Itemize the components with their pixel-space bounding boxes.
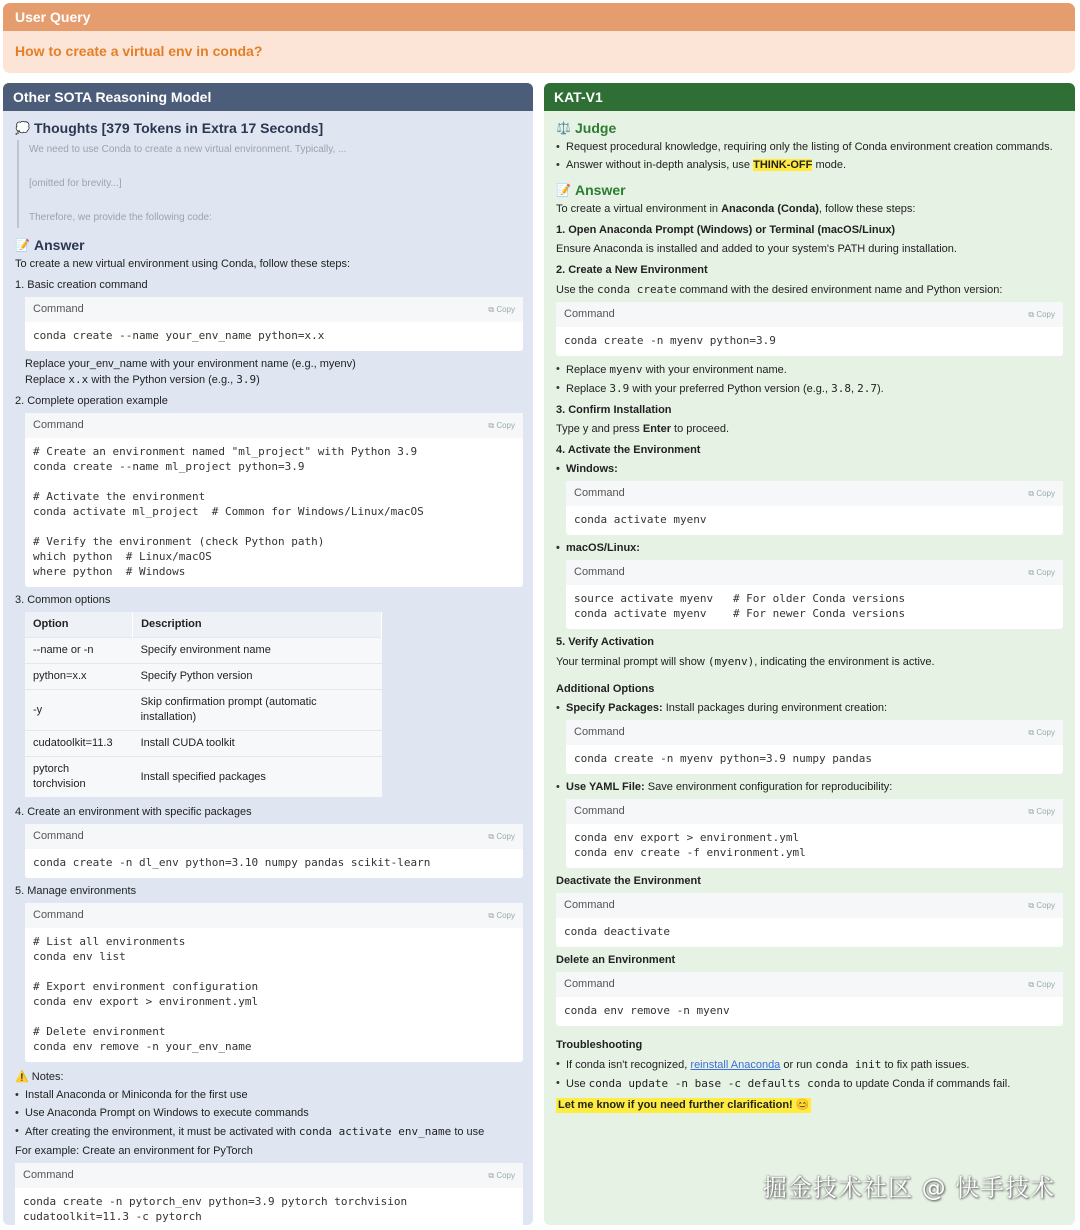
code-block xyxy=(566,720,1063,774)
code-block xyxy=(25,903,523,1062)
code-content: conda create -n dl_env python=3.10 numpy pandas scikit-learn xyxy=(33,856,431,869)
code-label: Command xyxy=(33,909,84,921)
step-heading: 4. Create an environment with specific packages xyxy=(15,806,252,818)
think-off-badge: THINK-OFF xyxy=(753,159,813,171)
judge-list xyxy=(556,140,1063,173)
replace-list xyxy=(556,362,1063,397)
answer-title: 📝 Answer xyxy=(15,237,85,253)
step-heading: 2. Create a New Environment xyxy=(556,264,708,276)
thought-line: We need to use Conda to create a new virtual environment. Typically, ... xyxy=(29,144,347,155)
kat-v1-panel xyxy=(544,83,1075,1225)
section-heading: Troubleshooting xyxy=(556,1039,643,1051)
list-item: • After creating the environment, it must be activated with conda activate env_name to use xyxy=(15,1124,521,1140)
code-label: Command xyxy=(33,303,84,315)
code-label: Command xyxy=(564,899,615,911)
user-query-header: User Query xyxy=(3,3,1075,31)
table-row: cudatoolkit=11.3 Install CUDA toolkit xyxy=(25,731,382,757)
code-content: # List all environments conda env list # Export environment configuration conda env export > environment.yml # Delete environment conda env remove -n your_env_name xyxy=(33,935,259,1053)
troubleshooting-list xyxy=(556,1057,1063,1092)
copy-button[interactable]: ⧉ Copy xyxy=(1028,980,1055,989)
copy-button[interactable]: ⧉ Copy xyxy=(488,832,515,841)
sota-model-panel xyxy=(3,83,533,1225)
code-block xyxy=(25,297,523,351)
answer-intro: To create a virtual environment in Anaconda (Conda), follow these steps: xyxy=(556,203,916,215)
table-row: pytorch torchvision Install specified packages xyxy=(25,757,382,798)
copy-button[interactable]: ⧉ Copy xyxy=(1028,310,1055,319)
code-block xyxy=(556,972,1063,1026)
code-block xyxy=(556,893,1063,947)
section-heading: Deactivate the Environment xyxy=(556,875,701,887)
thoughts-block xyxy=(17,140,521,228)
step-text: Type y and press Enter to proceed. xyxy=(556,423,730,435)
step-heading: 3. Confirm Installation xyxy=(556,404,672,416)
copy-button[interactable]: ⧉ Copy xyxy=(1028,728,1055,737)
code-label: Command xyxy=(564,308,615,320)
step-heading: 5. Verify Activation xyxy=(556,636,655,648)
list-item: • Use Anaconda Prompt on Windows to execute commands xyxy=(15,1106,521,1121)
code-label: Command xyxy=(574,487,625,499)
code-content: conda env export > environment.yml conda env create -f environment.yml xyxy=(574,831,806,859)
copy-button[interactable]: ⧉ Copy xyxy=(1028,489,1055,498)
list-item: • Specify Packages: Install packages during environment creation: xyxy=(556,701,1063,716)
list-item: • Use conda update -n base -c defaults conda to update Conda if commands fail. xyxy=(556,1076,1063,1092)
code-content: conda env remove -n myenv xyxy=(564,1004,730,1017)
answer-title: 📝 Answer xyxy=(556,182,626,198)
copy-button[interactable]: ⧉ Copy xyxy=(488,305,515,314)
code-label: Command xyxy=(574,805,625,817)
code-label: Command xyxy=(33,830,84,842)
code-block xyxy=(25,413,523,587)
list-item: • Request procedural knowledge, requiring only the listing of Conda environment creation commands. xyxy=(556,140,1063,155)
copy-button[interactable]: ⧉ Copy xyxy=(488,421,515,430)
reinstall-anaconda-link[interactable]: reinstall Anaconda xyxy=(690,1059,781,1071)
code-content: # Create an environment named "ml_project" with Python 3.9 conda create --name ml_project python=3.9 # Activate the environment conda activate ml_project # Common for Windows/Linux/macOS # Verify the environment (check Python path) which python # Linux/macOS where python # Windows xyxy=(33,445,424,578)
section-heading: Delete an Environment xyxy=(556,954,676,966)
copy-button[interactable]: ⧉ Copy xyxy=(1028,901,1055,910)
code-content: conda create -n myenv python=3.9 xyxy=(564,334,776,347)
list-item: • macOS/Linux: xyxy=(556,541,1063,556)
list-item: • Answer without in-depth analysis, use THINK-OFF mode. xyxy=(556,158,1063,173)
copy-button[interactable]: ⧉ Copy xyxy=(488,911,515,920)
table-row: -y Skip confirmation prompt (automatic installation) xyxy=(25,690,382,731)
code-content: conda create -n pytorch_env python=3.9 pytorch torchvision cudatoolkit=11.3 -c pytorch xyxy=(23,1195,408,1223)
code-label: Command xyxy=(574,566,625,578)
code-label: Command xyxy=(564,978,615,990)
code-block xyxy=(566,560,1063,629)
code-content: conda deactivate xyxy=(564,925,670,938)
replace-note: Replace your_env_name with your environment name (e.g., myenv) xyxy=(25,358,356,370)
step-text: Use the conda create command with the desired environment name and Python version: xyxy=(556,283,1003,296)
step-heading: 2. Complete operation example xyxy=(15,395,168,407)
list-item: • If conda isn't recognized, reinstall Anaconda or run conda init to fix path issues. xyxy=(556,1057,1063,1073)
code-block xyxy=(556,302,1063,356)
code-content: source activate myenv # For older Conda versions conda activate myenv # For newer Conda versions xyxy=(574,592,906,620)
code-block xyxy=(566,481,1063,535)
step-heading: 3. Common options xyxy=(15,594,111,606)
user-query-text: How to create a virtual env in conda? xyxy=(15,43,263,59)
code-block xyxy=(566,799,1063,868)
code-content: conda create --name your_env_name python=x.x xyxy=(33,329,325,342)
step-text: Your terminal prompt will show (myenv), indicating the environment is active. xyxy=(556,655,935,668)
list-item: • Replace myenv with your environment name. xyxy=(556,362,1063,378)
kat-panel-header: KAT-V1 xyxy=(544,83,1075,111)
table-header: Description xyxy=(133,612,382,638)
step-heading: 4. Activate the Environment xyxy=(556,444,701,456)
code-label: Command xyxy=(33,419,84,431)
code-content: conda activate myenv xyxy=(574,513,707,526)
copy-button[interactable]: ⧉ Copy xyxy=(1028,807,1055,816)
notes-title: ⚠️ Notes: xyxy=(15,1071,64,1083)
memo-icon: 📝 xyxy=(556,183,571,197)
sota-panel-header: Other SOTA Reasoning Model xyxy=(3,83,533,111)
thought-line: [omitted for brevity...] xyxy=(29,178,122,189)
watermark: 掘金技术社区 @ 快手技术 xyxy=(763,1174,1056,1202)
step-heading: 5. Manage environments xyxy=(15,885,137,897)
copy-button[interactable]: ⧉ Copy xyxy=(1028,568,1055,577)
code-block xyxy=(25,824,523,878)
thought-bubble-icon: 💭 xyxy=(15,121,30,135)
code-label: Command xyxy=(574,726,625,738)
code-content: conda create -n myenv python=3.9 numpy pandas xyxy=(574,752,873,765)
table-header: Option xyxy=(25,612,133,638)
code-label: Command xyxy=(23,1169,74,1181)
answer-intro: To create a new virtual environment using Conda, follow these steps: xyxy=(15,258,351,270)
list-item: • Windows: xyxy=(556,462,1063,477)
step-heading: 1. Basic creation command xyxy=(15,279,148,291)
list-item: • Replace 3.9 with your preferred Python version (e.g., 3.8, 2.7). xyxy=(556,381,1063,397)
notes-list xyxy=(15,1088,521,1140)
options-table xyxy=(25,612,382,797)
closing-message: Let me know if you need further clarification! 😊 xyxy=(558,1099,810,1111)
thoughts-title: 💭 Thoughts [379 Tokens in Extra 17 Seconds] xyxy=(15,120,324,136)
example-text: For example: Create an environment for PyTorch xyxy=(15,1145,253,1157)
memo-icon: 📝 xyxy=(15,238,30,252)
table-row: python=x.x Specify Python version xyxy=(25,664,382,690)
warning-icon: ⚠️ xyxy=(15,1071,29,1083)
replace-note: Replace x.x with the Python version (e.g., 3.9) xyxy=(25,373,260,386)
list-item: • Use YAML File: Save environment configuration for reproducibility: xyxy=(556,780,1063,795)
user-query-card xyxy=(3,3,1075,73)
copy-button[interactable]: ⧉ Copy xyxy=(488,1171,515,1180)
code-block xyxy=(15,1163,523,1225)
step-text: Ensure Anaconda is installed and added to your system's PATH during installation. xyxy=(556,243,957,255)
table-row: --name or -n Specify environment name xyxy=(25,638,382,664)
step-heading: 1. Open Anaconda Prompt (Windows) or Terminal (macOS/Linux) xyxy=(556,224,896,236)
judge-title: ⚖️ Judge xyxy=(556,120,617,136)
thought-line: Therefore, we provide the following code: xyxy=(29,212,212,223)
section-heading: Additional Options xyxy=(556,683,655,695)
list-item: • Install Anaconda or Miniconda for the first use xyxy=(15,1088,521,1103)
scales-icon: ⚖️ xyxy=(556,121,571,135)
